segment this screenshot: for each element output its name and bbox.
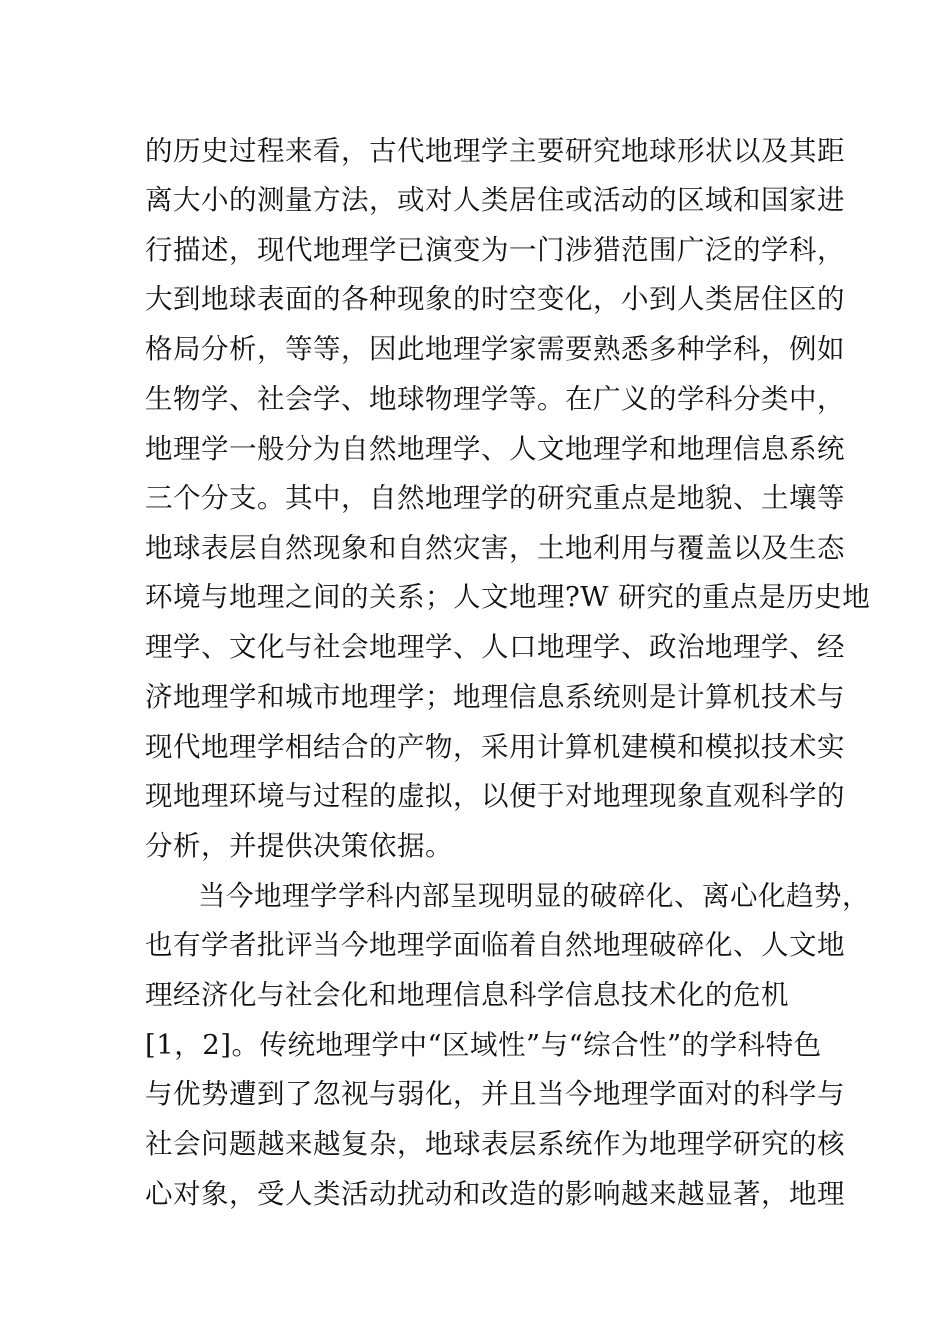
paragraph-1-line-9: 地球表层自然现象和自然灾害，土地利用与覆盖以及生态	[145, 532, 845, 564]
paragraph-1-line-6: 生物学、社会学、地球物理学等。在广义的学科分类中，	[145, 383, 845, 415]
paragraph-2-line-1: 当今地理学学科内部呈现明显的破碎化、离心化趋势，	[198, 880, 870, 912]
paragraph-2-line-4: [1，2]。传统地理学中“区域性”与“综合性”的学科特色	[145, 1029, 822, 1061]
paragraph-1-line-10: 环境与地理之间的关系；人文地理?W 研究的重点是历史地	[145, 581, 871, 613]
paragraph-2-line-6: 社会问题越来越复杂，地球表层系统作为地理学研究的核	[145, 1128, 845, 1160]
paragraph-1-line-15: 分析，并提供决策依据。	[145, 830, 453, 862]
paragraph-1-line-1: 的历史过程来看，古代地理学主要研究地球形状以及其距	[145, 135, 845, 167]
paragraph-1-line-2: 离大小的测量方法，或对人类居住或活动的区域和国家进	[145, 184, 845, 216]
paragraph-2-line-3: 理经济化与社会化和地理信息科学信息技术化的危机	[145, 979, 789, 1011]
paragraph-1-line-11: 理学、文化与社会地理学、人口地理学、政治地理学、经	[145, 631, 845, 663]
paragraph-2-line-7: 心对象，受人类活动扰动和改造的影响越来越显著，地理	[145, 1178, 845, 1210]
paragraph-1-line-14: 现地理环境与过程的虚拟，以便于对地理现象直观科学的	[145, 780, 845, 812]
paragraph-2-line-5: 与优势遭到了忽视与弱化，并且当今地理学面对的科学与	[145, 1078, 845, 1110]
paragraph-1-line-5: 格局分析，等等，因此地理学家需要熟悉多种学科，例如	[145, 333, 845, 365]
paragraph-2-line-2: 也有学者批评当今地理学面临着自然地理破碎化、人文地	[145, 929, 845, 961]
paragraph-1-line-8: 三个分支。其中，自然地理学的研究重点是地貌、土壤等	[145, 482, 845, 514]
paragraph-1-line-7: 地理学一般分为自然地理学、人文地理学和地理信息系统	[145, 433, 845, 465]
paragraph-1-line-12: 济地理学和城市地理学；地理信息系统则是计算机技术与	[145, 681, 845, 713]
paragraph-1-line-3: 行描述，现代地理学已演变为一门涉猎范围广泛的学科，	[145, 234, 845, 266]
paragraph-1-line-4: 大到地球表面的各种现象的时空变化，小到人类居住区的	[145, 283, 845, 315]
paragraph-1-line-13: 现代地理学相结合的产物，采用计算机建模和模拟技术实	[145, 731, 845, 763]
